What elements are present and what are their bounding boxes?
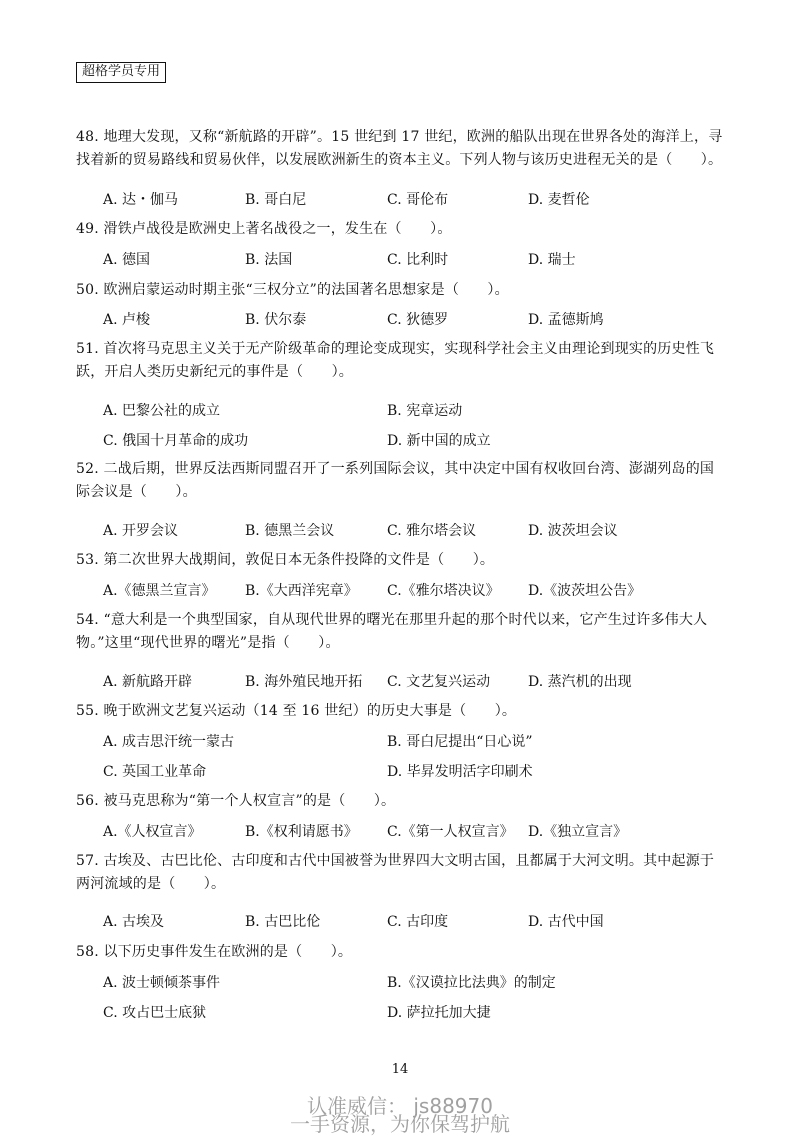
option-c[interactable]: C.《雅尔塔决议》 bbox=[387, 583, 500, 599]
option-b[interactable]: B. 哥白尼 bbox=[245, 192, 307, 208]
options-row bbox=[0, 761, 800, 783]
option-c[interactable]: C. 英国工业革命 bbox=[103, 764, 207, 780]
question-54: 54. “意大利是一个典型国家，自从现代世界的曙光在那里升起的那个时代以来，它产生过许多伟大人物。”这里“现代世界的曙光”是指（ ）。 bbox=[76, 612, 708, 651]
options-row bbox=[0, 911, 800, 933]
student-only-stamp: 超格学员专用 bbox=[76, 62, 166, 83]
option-b[interactable]: B. 海外殖民地开拓 bbox=[245, 674, 363, 690]
option-c[interactable]: C. 哥伦布 bbox=[387, 192, 449, 208]
option-b[interactable]: B.《权利请愿书》 bbox=[245, 824, 358, 840]
option-c[interactable]: C. 狄德罗 bbox=[387, 312, 449, 328]
option-d[interactable]: D. 波茨坦会议 bbox=[528, 523, 618, 539]
option-d[interactable]: D. 萨拉托加大捷 bbox=[387, 1005, 491, 1021]
options-row bbox=[0, 671, 800, 693]
option-a[interactable]: A. 达・伽马 bbox=[103, 192, 179, 208]
option-a[interactable]: A. 德国 bbox=[103, 252, 151, 268]
question-55: 55. 晚于欧洲文艺复兴运动（14 至 16 世纪）的历史大事是（ ）。 bbox=[76, 703, 517, 719]
option-d[interactable]: D. 孟德斯鸠 bbox=[528, 312, 604, 328]
option-a[interactable]: A. 成吉思汗统一蒙古 bbox=[103, 734, 235, 750]
option-c[interactable]: C. 比利时 bbox=[387, 252, 449, 268]
option-d[interactable]: D. 瑞士 bbox=[528, 252, 576, 268]
page-number: 14 bbox=[391, 1062, 409, 1077]
option-d[interactable]: D. 麦哲伦 bbox=[528, 192, 590, 208]
option-d[interactable]: D. 蒸汽机的出现 bbox=[528, 674, 632, 690]
option-d[interactable]: D. 古代中国 bbox=[528, 914, 604, 930]
option-c[interactable]: C. 雅尔塔会议 bbox=[387, 523, 477, 539]
question-58: 58. 以下历史事件发生在欧洲的是（ ）。 bbox=[76, 944, 353, 960]
options-row bbox=[0, 189, 800, 211]
option-d[interactable]: D. 新中国的成立 bbox=[387, 433, 491, 449]
option-a[interactable]: A. 巴黎公社的成立 bbox=[103, 403, 221, 419]
option-a[interactable]: A. 开罗会议 bbox=[103, 523, 179, 539]
option-d[interactable]: D.《波茨坦公告》 bbox=[528, 583, 642, 599]
option-b[interactable]: B. 德黑兰会议 bbox=[245, 523, 335, 539]
option-b[interactable]: B. 哥白尼提出“日心说” bbox=[387, 734, 533, 750]
option-c[interactable]: C. 古印度 bbox=[387, 914, 449, 930]
option-a[interactable]: A.《人权宣言》 bbox=[103, 824, 202, 840]
options-row bbox=[0, 731, 800, 753]
watermark-line-1: 认准威信： js88970 bbox=[307, 1094, 493, 1118]
option-d[interactable]: D.《独立宣言》 bbox=[528, 824, 628, 840]
options-row bbox=[0, 972, 800, 994]
question-52: 52. 二战后期，世界反法西斯同盟召开了一系列国际会议，其中决定中国有权收回台湾、澎湖列岛的国际会议是（ ）。 bbox=[76, 461, 715, 500]
option-a[interactable]: A. 新航路开辟 bbox=[103, 674, 193, 690]
option-b[interactable]: B.《汉谟拉比法典》的制定 bbox=[387, 975, 556, 991]
option-d[interactable]: D. 毕昇发明活字印刷术 bbox=[387, 764, 533, 780]
options-row bbox=[0, 520, 800, 542]
options-row bbox=[0, 821, 800, 843]
question-49: 49. 滑铁卢战役是欧洲史上著名战役之一，发生在（ ）。 bbox=[76, 221, 452, 237]
options-row bbox=[0, 249, 800, 271]
option-c[interactable]: C. 俄国十月革命的成功 bbox=[103, 433, 249, 449]
option-c[interactable]: C. 文艺复兴运动 bbox=[387, 674, 491, 690]
option-c[interactable]: C. 攻占巴士底狱 bbox=[103, 1005, 207, 1021]
option-a[interactable]: A. 古埃及 bbox=[103, 914, 165, 930]
question-53: 53. 第二次世界大战期间，敦促日本无条件投降的文件是（ ）。 bbox=[76, 552, 495, 568]
option-b[interactable]: B.《大西洋宪章》 bbox=[245, 583, 358, 599]
options-row bbox=[0, 580, 800, 602]
options-row bbox=[0, 1002, 800, 1024]
options-row bbox=[0, 309, 800, 331]
option-b[interactable]: B. 法国 bbox=[245, 252, 293, 268]
question-57: 57. 古埃及、古巴比伦、古印度和古代中国被誉为世界四大文明古国，且都属于大河文明。其中起源于两河流域的是（ ）。 bbox=[76, 853, 715, 892]
watermark-line-2: 一手资源，为你保驾护航 bbox=[290, 1112, 510, 1136]
options-row bbox=[0, 400, 800, 422]
option-a[interactable]: A. 卢梭 bbox=[103, 312, 151, 328]
question-56: 56. 被马克思称为“第一个人权宣言”的是（ ）。 bbox=[76, 793, 396, 809]
option-b[interactable]: B. 古巴比伦 bbox=[245, 914, 321, 930]
option-c[interactable]: C.《第一人权宣言》 bbox=[387, 824, 514, 840]
question-51: 51. 首次将马克思主义关于无产阶级革命的理论变成现实，实现科学社会主义由理论到现实的历史性飞跃，开启人类历史新纪元的事件是（ ）。 bbox=[76, 341, 715, 380]
question-48: 48. 地理大发现，又称“新航路的开辟”。15 世纪到 17 世纪，欧洲的船队出现在世界各处的海洋上，寻找着新的贸易路线和贸易伙伴，以发展欧洲新生的资本主义。下列人物与该历史进程无关的是（ ）。 bbox=[76, 129, 723, 168]
question-50: 50. 欧洲启蒙运动时期主张“三权分立”的法国著名思想家是（ ）。 bbox=[76, 282, 509, 298]
option-b[interactable]: B. 伏尔泰 bbox=[245, 312, 307, 328]
option-b[interactable]: B. 宪章运动 bbox=[387, 403, 463, 419]
option-a[interactable]: A.《德黑兰宣言》 bbox=[103, 583, 216, 599]
option-a[interactable]: A. 波士顿倾茶事件 bbox=[103, 975, 221, 991]
options-row bbox=[0, 430, 800, 452]
